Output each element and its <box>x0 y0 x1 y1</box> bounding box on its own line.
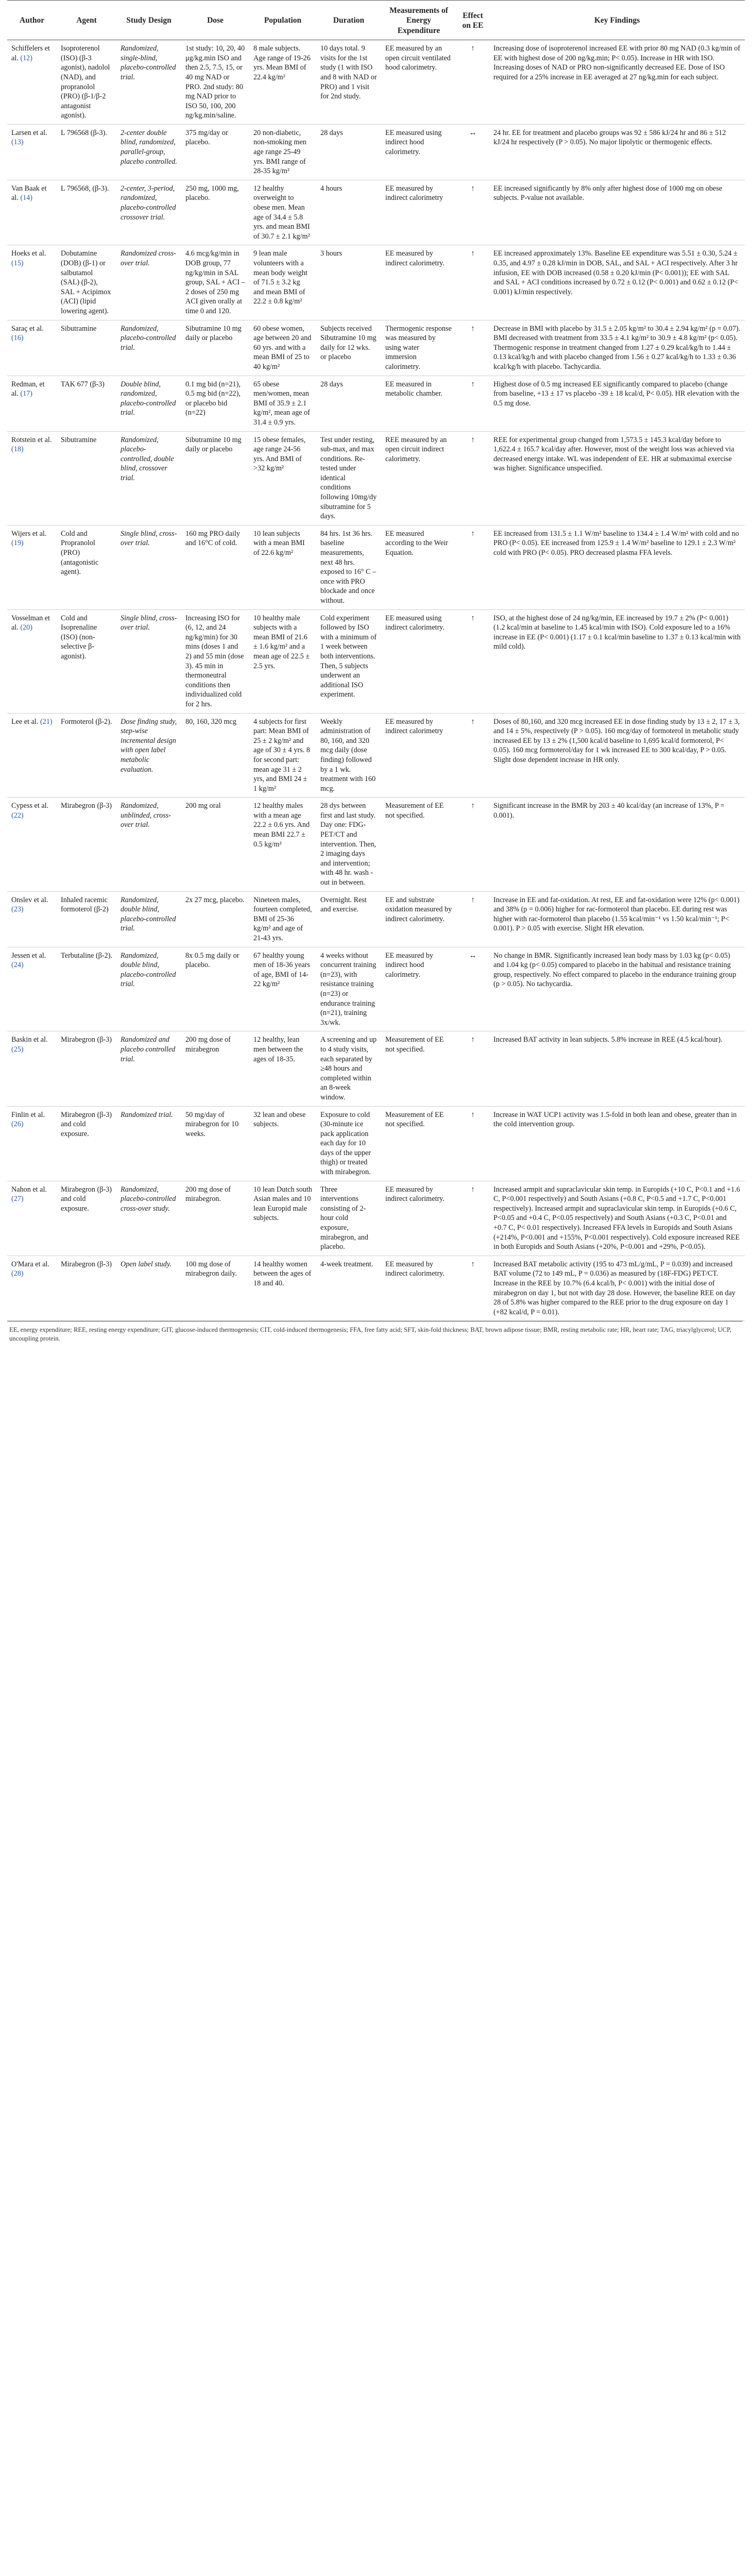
cell-author <box>7 947 57 1031</box>
cell-author <box>7 245 57 320</box>
cell-agent: L 796568 (β-3). <box>57 124 116 180</box>
reference-link[interactable]: (20) <box>20 623 32 632</box>
author-name: Redman, et al. <box>11 380 45 398</box>
cell-key-findings: ISO, at the highest dose of 24 ng/kg/min, EE increased by 19.7 ± 2% (P< 0.001) (1.2 kcal/min at baseline to 1.45 kcal/min with ISO). Cold exposure led to a 16% increase in EE (P< 0.001) (1.17 ± 0.1 kcal/min baseline to 1.37 ± 0.13 kcal/min with mild cold). <box>489 609 745 713</box>
cell-population: 10 lean subjects with a mean BMI of 22.6 kg/m² <box>249 525 316 609</box>
cell-duration: 10 days total. 9 visits for the 1st study (1 with ISO and 8 with NAD or PRO) and 1 visit for 2nd study. <box>316 40 381 125</box>
cell-duration: 4-week treatment. <box>316 1256 381 1321</box>
cell-agent: Cold and Propranolol (PRO) (antagonistic agent). <box>57 525 116 609</box>
table-row <box>7 525 745 609</box>
cell-agent: Formoterol (β-2). <box>57 713 116 798</box>
cell-dose: 1st study: 10, 20, 40 μg/kg.min ISO and then 2.5, 7.5, 15, or 40 mg NAD or PRO. 2nd study: 80 mg NAD prior to ISO 50, 100, 200 ng/kg.min/saline. <box>181 40 249 125</box>
cell-dose: 250 mg, 1000 mg, placebo. <box>181 180 249 245</box>
cell-dose: 2x 27 mcg, placebo. <box>181 891 249 947</box>
cell-author <box>7 713 57 798</box>
cell-effect: ↑ <box>456 1181 489 1256</box>
cell-duration: A screening and up to 4 study visits, each separated by ≥48 hours and completed within an 8-week window. <box>316 1031 381 1106</box>
header-effect: Effect on EE <box>456 1 489 40</box>
cell-population: 4 subjects for first part: Mean BMI of 25 ± 2 kg/m² and age of 30 ± 4 yrs. 8 for second part: mean age 31 ± 2 yrs, and BMI 24 ± 1 kg/m² <box>249 713 316 798</box>
cell-key-findings: EE increased from 131.5 ± 1.1 W/m² baseline to 134.4 ± 1.4 W/m² with cold and no PRO (P< 0.05). EE increased from 125.9 ± 1.4 W/m² baseline to 129.1 ± 2.3 W/m² cold with PRO (P< 0.05). PRO decreased plasma FFA levels. <box>489 525 745 609</box>
data-table <box>7 0 745 1321</box>
cell-agent: Isoproterenol (ISO) (β-3 agonist), nadolol (NAD), and propranolol (PRO) (β-1/β-2 antagonist agonist). <box>57 40 116 125</box>
cell-duration: 4 weeks without concurrent training (n=23), with resistance training (n=23) or endurance training (n=21), training 3x/wk. <box>316 947 381 1031</box>
cell-dose: 80, 160, 320 mcg <box>181 713 249 798</box>
cell-author <box>7 1256 57 1321</box>
reference-link[interactable]: (19) <box>11 539 24 548</box>
reference-link[interactable]: (27) <box>11 1195 24 1204</box>
cell-duration: 28 days <box>316 376 381 431</box>
table-legend: EE, energy expenditure; REE, resting energy expenditure; GIT, glucose-induced thermogenesis; CIT, cold-induced thermogenesis; FFA, free fatty acid; SFT, skin-fold thickness; BAT, brown adipose tissue; BMR, resting metabolic rate; HR, heart rate; TAG, triacylglycerol; UCP, uncoupling protein. <box>7 1321 743 1343</box>
cell-duration: 28 days <box>316 124 381 180</box>
reference-link[interactable]: (26) <box>11 1120 24 1129</box>
cell-dose: 375 mg/day or placebo. <box>181 124 249 180</box>
cell-dose: 50 mg/day of mirabegron for 10 weeks. <box>181 1106 249 1181</box>
cell-dose: 200 mg dose of mirabegron. <box>181 1181 249 1256</box>
cell-key-findings: Highest dose of 0.5 mg increased EE significantly compared to placebo (change from baseline, +13 ± 17 vs placebo -39 ± 18 kcal/d, P< 0.05). HR elevation with the 0.5 mg dose. <box>489 376 745 431</box>
author-name: Rotstein et al. <box>11 435 52 444</box>
cell-study-design: 2-center, 3-period, randomized, placebo-controlled crossover trial. <box>116 180 181 245</box>
header-measurements: Measurements of Energy Expenditure <box>381 1 456 40</box>
cell-effect: ↔ <box>456 947 489 1031</box>
header-population: Population <box>249 1 316 40</box>
table-row <box>7 376 745 431</box>
cell-agent: Inhaled racemic formoterol (β-2) <box>57 891 116 947</box>
cell-author <box>7 525 57 609</box>
reference-link[interactable]: (21) <box>40 717 53 726</box>
cell-study-design: Randomized, placebo-controlled, double blind, crossover trial. <box>116 431 181 525</box>
cell-key-findings: EE increased approximately 13%. Baseline EE expenditure was 5.51 ± 0.30, 5.24 ± 0.35, and 4.97 ± 0.28 kJ/min in DOB, SAL, and SAL + ACI respectively. After 3 hr infusion, EE with DOB increased (0.58 ± 0.20 kJ/min (P< 0.001)); EE with SAL and SAL + ACI conditions increased by 0.72 ± 0.12 (P< 0.001) and 0.62 ± 0.12 (P< 0.001) kJ/min respectively. <box>489 245 745 320</box>
cell-dose: 160 mg PRO daily and 16°C of cold. <box>181 525 249 609</box>
cell-duration: Exposure to cold (30-minute ice pack application each day for 10 days of the upper thigh) or treated with mirabegron. <box>316 1106 381 1181</box>
cell-agent: L 796568, (β-3). <box>57 180 116 245</box>
cell-agent: Dobutamine (DOB) (β-1) or salbutamol (SAL) (β-2), SAL + Acipimox (ACI) (lipid lowering agent). <box>57 245 116 320</box>
reference-link[interactable]: (23) <box>11 905 24 914</box>
cell-study-design: Double blind, randomized, placebo-controlled trial. <box>116 376 181 431</box>
cell-key-findings: REE for experimental group changed from 1,573.5 ± 145.3 kcal/day before to 1,622.4 ± 165.7 kcal/day after. However, most of the weight loss was achieved via decreased energy intake. WL was independent of EE. HR at submaximal exercise was higher. Significance unspecified. <box>489 431 745 525</box>
reference-link[interactable]: (13) <box>11 138 24 147</box>
cell-author <box>7 891 57 947</box>
header-study-design: Study Design <box>116 1 181 40</box>
cell-key-findings: Increasing dose of isoproterenol increased EE with prior 80 mg NAD (0.3 kg/min of EE with highest dose of 200 ng/kg.min; P< 0.05). Increase in HR with ISO. Increasing doses of NAD or PRO non-significantly decreased EE. Dose of ISO required for a 25% increase in EE averaged at 27 ng/kg.min for each subject. <box>489 40 745 125</box>
cell-author <box>7 180 57 245</box>
cell-key-findings: Increased BAT metabolic activity (195 to 473 mL/g/mL, P = 0.039) and increased BAT volume (72 to 149 mL, P = 0.036) as measured by (18F-FDG) PET/CT. Increase in the REE by 10.7% (6.4 kcal/h, P< 0.001) with the initial dose of mirabegron on day 1, but not with day 28 dose. However, the baseline REE on day 28 of 5.8% was higher compared to the REE prior to the drug exposure on day 1 (+82 kcal/d, P = 0.01). <box>489 1256 745 1321</box>
cell-measurement: EE measured by indirect calorimetry. <box>381 245 456 320</box>
header-agent: Agent <box>57 1 116 40</box>
cell-measurement: Thermogenic response was measured by using water immersion calorimetry. <box>381 320 456 376</box>
reference-link[interactable]: (12) <box>20 54 32 62</box>
cell-population: 12 healthy males with a mean age 22.2 ± 0.6 yrs. And mean BMI 22.7 ± 0.5 kg/m² <box>249 798 316 891</box>
cell-effect: ↑ <box>456 1256 489 1321</box>
cell-author <box>7 40 57 125</box>
cell-measurement: EE and substrate oxidation measured by indirect calorimetry. <box>381 891 456 947</box>
author-name: Saraç et al. <box>11 324 44 333</box>
reference-link[interactable]: (16) <box>11 334 24 343</box>
cell-population: 14 healthy women between the ages of 18 and 40. <box>249 1256 316 1321</box>
table-row <box>7 1181 745 1256</box>
cell-measurement: EE measured using indirect calorimetry. <box>381 609 456 713</box>
cell-population: 8 male subjects. Age range of 19-26 yrs. Mean BMI of 22.4 kg/m² <box>249 40 316 125</box>
cell-author <box>7 798 57 891</box>
cell-measurement: EE measured by indirect calorimetry <box>381 713 456 798</box>
cell-dose: Sibutramine 10 mg daily or placebo <box>181 320 249 376</box>
author-name: Baskin et al. <box>11 1036 48 1044</box>
cell-agent: TAK 677 (β-3) <box>57 376 116 431</box>
table-row <box>7 431 745 525</box>
cell-study-design: Randomized cross-over trial. <box>116 245 181 320</box>
cell-author <box>7 431 57 525</box>
cell-measurement: REE measured by an open circuit indirect calorimetry. <box>381 431 456 525</box>
table-row <box>7 320 745 376</box>
cell-measurement: EE measured by indirect calorimetry. <box>381 1181 456 1256</box>
cell-agent: Mirabegron (β-3) <box>57 1256 116 1321</box>
table-body <box>7 40 745 1321</box>
author-name: Lee et al. <box>11 717 39 726</box>
cell-key-findings: EE increased significantly by 8% only after highest dose of 1000 mg on obese subjects. P-value not available. <box>489 180 745 245</box>
table-header-row <box>7 1 745 40</box>
cell-study-design: Randomized and placebo controlled trial. <box>116 1031 181 1106</box>
cell-study-design: Randomized trial. <box>116 1106 181 1181</box>
header-dose: Dose <box>181 1 249 40</box>
cell-dose: Sibutramine 10 mg daily or placebo <box>181 431 249 525</box>
cell-effect: ↑ <box>456 245 489 320</box>
cell-study-design: Randomized, unblinded, cross-over trial. <box>116 798 181 891</box>
table-row <box>7 1031 745 1106</box>
reference-link[interactable]: (15) <box>11 259 24 267</box>
cell-duration: 28 dys between first and last study. Day one: FDG-PET/CT and intervention. Then, 2 imaging days and intervention; with 48 hr. wash -out in between. <box>316 798 381 891</box>
cell-population: 32 lean and obese subjects. <box>249 1106 316 1181</box>
author-name: O'Mara et al. <box>11 1260 49 1268</box>
cell-key-findings: 24 hr. EE for treatment and placebo groups was 92 ± 586 kJ/24 hr and 86 ± 512 kJ/24 hr respectively (P > 0.05). No major lipolytic or thermogenic effects. <box>489 124 745 180</box>
cell-dose: 0.1 mg bid (n=21), 0.5 mg bid (n=22), or placebo bid (n=22) <box>181 376 249 431</box>
cell-key-findings: No change in BMR. Significantly increased lean body mass by 1.03 kg (p< 0.05) and 1.04 kg (p< 0.05) compared to placebo in the habitual and resistance training group, respectively. No effect compared to placebo in the endurance training group (p > 0.05). No tachycardia. <box>489 947 745 1031</box>
reference-link[interactable]: (17) <box>20 389 32 398</box>
cell-effect: ↔ <box>456 124 489 180</box>
cell-agent: Mirabegron (β-3) <box>57 1031 116 1106</box>
cell-author <box>7 1106 57 1181</box>
cell-population: 67 healthy young men of 18-36 years of age, BMI of 14-22 kg/m² <box>249 947 316 1031</box>
cell-duration: Subjects received Sibutramine 10 mg daily for 12 wks. or placebo <box>316 320 381 376</box>
cell-key-findings: Significant increase in the BMR by 203 ± 40 kcal/day (an increase of 13%, P = 0.001). <box>489 798 745 891</box>
cell-measurement: Measurement of EE not specified. <box>381 1031 456 1106</box>
cell-dose: 200 mg dose of mirabegron <box>181 1031 249 1106</box>
table-row <box>7 245 745 320</box>
cell-population: 65 obese men/women, mean BMI of 35.9 ± 2.1 kg/m², mean age of 31.4 ± 0.9 yrs. <box>249 376 316 431</box>
cell-population: 12 healthy overweight to obese men. Mean age of 34.4 ± 5.8 yrs. and mean BMI of 30.7 ± 2.1 kg/m² <box>249 180 316 245</box>
table-row <box>7 40 745 125</box>
header-key-findings: Key Findings <box>489 1 745 40</box>
cell-study-design: Single blind, cross-over trial. <box>116 525 181 609</box>
cell-measurement: EE measured by an open circuit ventilated hood calorimetry. <box>381 40 456 125</box>
cell-measurement: Measurement of EE not specified. <box>381 1106 456 1181</box>
cell-dose: 4.6 mcg/kg/min in DOB group, 77 ng/kg/min in SAL group, SAL + ACI – 2 doses of 250 mg ACI given orally at time 0 and 120. <box>181 245 249 320</box>
table-row <box>7 947 745 1031</box>
cell-study-design: Single blind, cross-over trial. <box>116 609 181 713</box>
table-row <box>7 891 745 947</box>
cell-author <box>7 124 57 180</box>
cell-effect: ↑ <box>456 891 489 947</box>
reference-link[interactable]: (22) <box>11 811 24 820</box>
cell-population: 9 lean male volunteers with a mean body weight of 71.5 ± 3.2 kg and mean BMI of 22.2 ± 0.8 kg/m² <box>249 245 316 320</box>
cell-study-design: Randomized, placebo-controlled cross-over study. <box>116 1181 181 1256</box>
cell-agent: Sibutramine <box>57 431 116 525</box>
cell-population: 12 healthy, lean men between the ages of 18-35. <box>249 1031 316 1106</box>
cell-effect: ↑ <box>456 525 489 609</box>
reference-link[interactable]: (25) <box>11 1045 24 1054</box>
cell-duration: 4 hours <box>316 180 381 245</box>
cell-measurement: EE measured by indirect calorimetry. <box>381 1256 456 1321</box>
cell-key-findings: Increase in EE and fat-oxidation. At rest, EE and fat-oxidation were 12% (p< 0.001) and 38% (p = 0.006) higher for rac-formoterol than placebo. EE during rest was higher with rac-formoterol than placebo (1.55 kcal/min⁻¹ vs 1.50 kcal/min⁻¹; P< 0.001). P > 0.05 with exercise. Slight HR elevation. <box>489 891 745 947</box>
cell-key-findings: Increased armpit and supraclavicular skin temp. in Europids (+10 C, P<0.1 and +1.6 C, P<0.001 respectively) and South Asians (+0.8 C, P<0.5 and +1.7 C, P<0.001 respectively). Increased armpit and supraclavicular skin temp. in Europids (+0.6 C, P<0.05 and +0.4 C, P<0.05 respectively) and South Asians (+0.3 C, P<0.01 and +0.7 C, P< 0.01 respectively). Increased FFA levels in Europids and South Asians (+214%, P<0.001 and +155%, P<0.001 respectively). Cold exposure increased REE in both Europids and South Asians (+20%, P<0.001 and +29%, P<0.05). <box>489 1181 745 1256</box>
cell-key-findings: Increase in WAT UCP1 activity was 1.5-fold in both lean and obese, greater than in the cold intervention group. <box>489 1106 745 1181</box>
header-duration: Duration <box>316 1 381 40</box>
table-row <box>7 798 745 891</box>
cell-author <box>7 1031 57 1106</box>
reference-link[interactable]: (14) <box>20 194 32 202</box>
cell-key-findings: Decrease in BMI with placebo by 31.5 ± 2.05 kg/m² to 30.4 ± 2.94 kg/m² (p = 0.07). BMI decreased with treatment from 33.5 ± 4.1 kg/m² to 30.9 ± 4.8 kg/m² (p< 0.05). Thermogenic response in treatment changed from 1.27 ± 0.29 kcal/kg/h to 1.44 ± 0.13 kcal/kg/h and with placebo changed from 1.56 ± 0.27 kcal/kg/h to 1.33 ± 0.36 kcal/kg/h with placebo. Tachycardia. <box>489 320 745 376</box>
reference-link[interactable]: (18) <box>11 445 24 454</box>
author-name: Finlin et al. <box>11 1110 45 1119</box>
cell-measurement: EE measured in metabolic chamber. <box>381 376 456 431</box>
cell-author <box>7 609 57 713</box>
cell-author <box>7 320 57 376</box>
cell-dose: 8x 0.5 mg daily or placebo. <box>181 947 249 1031</box>
author-name: Jessen et al. <box>11 951 46 960</box>
cell-measurement: Measurement of EE not specified. <box>381 798 456 891</box>
cell-duration: Test under resting, sub-max, and max conditions. Re-tested under identical conditions following 10mg/dy sibutramine for 5 days. <box>316 431 381 525</box>
cell-duration: 3 hours <box>316 245 381 320</box>
cell-agent: Mirabegron (β-3) and cold exposure. <box>57 1181 116 1256</box>
header-author: Author <box>7 1 57 40</box>
cell-agent: Terbutaline (β-2). <box>57 947 116 1031</box>
cell-study-design: Randomized, single-blind, placebo-controlled trial. <box>116 40 181 125</box>
cell-study-design: 2-center double blind, randomized, parallel-group, placebo controlled. <box>116 124 181 180</box>
cell-population: 15 obese females, age range 24-56 yrs. And BMI of >32 kg/m² <box>249 431 316 525</box>
cell-measurement: EE measured according to the Weir Equation. <box>381 525 456 609</box>
cell-dose: 200 mg oral <box>181 798 249 891</box>
cell-agent: Mirabegron (β-3) and cold exposure. <box>57 1106 116 1181</box>
author-name: Onslev et al. <box>11 895 48 904</box>
cell-population: 10 lean Dutch south Asian males and 10 lean Europid male subjects. <box>249 1181 316 1256</box>
author-name: Wijers et al. <box>11 529 47 538</box>
reference-link[interactable]: (28) <box>11 1269 24 1278</box>
author-name: Cypess et al. <box>11 802 49 810</box>
cell-effect: ↑ <box>456 609 489 713</box>
cell-population: Nineteen males, fourteen completed, BMI of 25-36 kg/m² and age of 21-43 yrs. <box>249 891 316 947</box>
cell-effect: ↑ <box>456 1106 489 1181</box>
cell-effect: ↑ <box>456 180 489 245</box>
cell-key-findings: Doses of 80,160, and 320 mcg increased EE in dose finding study by 13 ± 2, 17 ± 3, and 14 ± 5%, respectively (P > 0.05). 160 mcg/day of formoterol in metabolic study increased EE by 13 ± 2% (1,500 kcal/d baseline to 1,695 kcal/d formoterol, P< 0.05). 160 mcg formoterol/day for 1 wk increased EE to 300 kcal/day, P > 0.05. Slight dose dependent increase in HR only. <box>489 713 745 798</box>
cell-key-findings: Increased BAT activity in lean subjects. 5.8% increase in REE (4.5 kcal/hour). <box>489 1031 745 1106</box>
table-row <box>7 180 745 245</box>
cell-author <box>7 1181 57 1256</box>
cell-duration: Overnight. Rest and exercise. <box>316 891 381 947</box>
cell-agent: Mirabegron (β-3) <box>57 798 116 891</box>
table-row <box>7 713 745 798</box>
cell-dose: Increasing ISO for (6, 12, and 24 ng/kg/min) for 30 mins (doses 1 and 2) and 55 min (dose 3). 45 min in thermoneutral conditions then individualized cold for 2 hrs. <box>181 609 249 713</box>
cell-measurement: EE measured using indirect hood calorimetry. <box>381 124 456 180</box>
table-row <box>7 1256 745 1321</box>
table-row <box>7 609 745 713</box>
cell-measurement: EE measured by indirect calorimetry <box>381 180 456 245</box>
author-name: Van Baak et al. <box>11 184 47 202</box>
cell-study-design: Randomized, placebo-controlled trial. <box>116 320 181 376</box>
author-name: Vosselman et al. <box>11 614 50 632</box>
cell-population: 20 non-diabetic, non-smoking men age range 25-49 yrs. BMI range of 28-35 kg/m² <box>249 124 316 180</box>
cell-study-design: Randomized, double blind, placebo-controlled trial. <box>116 891 181 947</box>
cell-duration: Three interventions consisting of 2-hour cold exposure, mirabegron, and placebo. <box>316 1181 381 1256</box>
author-name: Larsen et al. <box>11 128 47 137</box>
cell-duration: Cold experiment followed by ISO with a minimum of 1 week between both interventions. Then, 5 subjects underwent an additional ISO experiment. <box>316 609 381 713</box>
cell-effect: ↑ <box>456 1031 489 1106</box>
author-name: Schiffelers et al. <box>11 44 50 62</box>
cell-duration: 84 hrs. 1st 36 hrs. baseline measurements, next 48 hrs. exposed to 16° C – once with PRO blockade and once without. <box>316 525 381 609</box>
cell-effect: ↑ <box>456 798 489 891</box>
cell-duration: Weekly administration of 80, 160, and 320 mcg daily (dose finding) followed by a 1 wk. treatment with 160 mcg. <box>316 713 381 798</box>
cell-effect: ↑ <box>456 376 489 431</box>
cell-study-design: Randomized, double blind, placebo-controlled trial. <box>116 947 181 1031</box>
cell-population: 60 obese women, age between 20 and 60 yrs. and with a mean BMI of 25 to 40 kg/m² <box>249 320 316 376</box>
cell-measurement: EE measured by indirect hood calorimetry. <box>381 947 456 1031</box>
table-row <box>7 1106 745 1181</box>
cell-population: 10 healthy male subjects with a mean BMI of 21.6 ± 1.6 kg/m² and a mean age of 22.5 ± 2.5 yrs. <box>249 609 316 713</box>
cell-agent: Sibutramine <box>57 320 116 376</box>
cell-author <box>7 376 57 431</box>
cell-effect: ↑ <box>456 431 489 525</box>
cell-agent: Cold and Isoprenaline (ISO) (non-selective β-agonist). <box>57 609 116 713</box>
cell-dose: 100 mg dose of mirabegron daily. <box>181 1256 249 1321</box>
cell-effect: ↑ <box>456 320 489 376</box>
table-row <box>7 124 745 180</box>
cell-effect: ↑ <box>456 713 489 798</box>
cell-study-design: Dose finding study, step-wise incremental design with open label metabolic evaluation. <box>116 713 181 798</box>
reference-link[interactable]: (24) <box>11 961 24 970</box>
author-name: Hoeks et al. <box>11 249 46 258</box>
author-name: Nahon et al. <box>11 1185 47 1194</box>
cell-study-design: Open label study. <box>116 1256 181 1321</box>
cell-effect: ↑ <box>456 40 489 125</box>
